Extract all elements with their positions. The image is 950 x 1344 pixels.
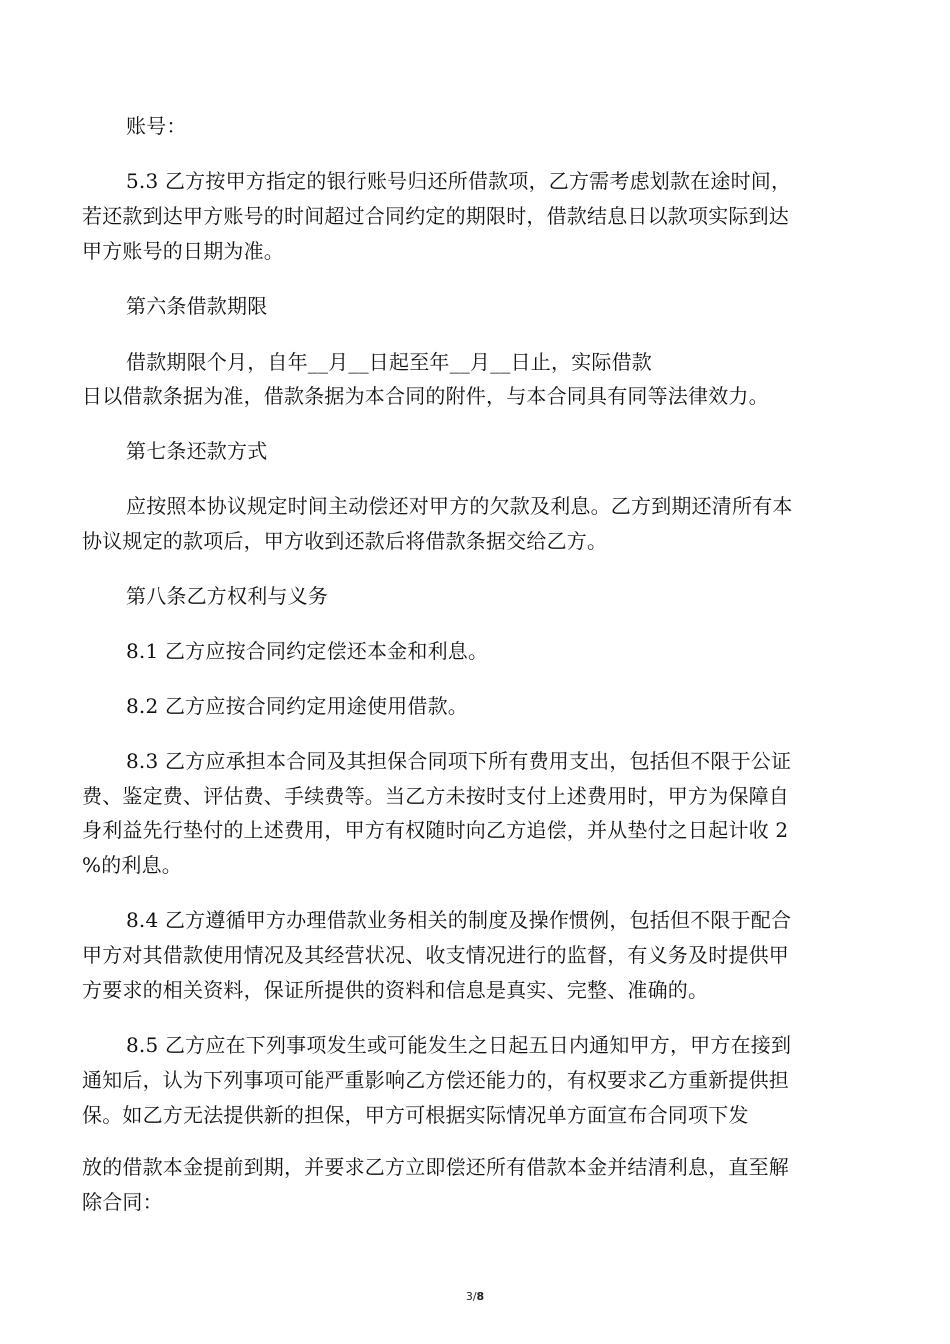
text-line: 借款期限个月，自年__月__日起至年__月__日止，实际借款 <box>126 350 652 374</box>
text-line: 5.3 乙方按甲方指定的银行账号归还所借款项，乙方需考虑划款在途时间， <box>126 169 792 193</box>
text-line: 8.2 乙方应按合同约定用途使用借款。 <box>126 694 468 718</box>
page-separator: / <box>472 1290 477 1303</box>
page-current: 3 <box>465 1290 473 1303</box>
text-line: %的利息。 <box>82 853 183 877</box>
section-heading: 第六条借款期限 <box>126 294 268 318</box>
text-line: 8.5 乙方应在下列事项发生或可能发生之日起五日内通知甲方，甲方在接到 <box>126 1033 792 1057</box>
text-line: 8.1 乙方应按合同约定偿还本金和利息。 <box>126 639 489 663</box>
text-line: 8.3 乙方应承担本合同及其担保合同项下所有费用支出，包括但不限于公证 <box>126 749 792 773</box>
text-line: 身利益先行垫付的上述费用，甲方有权随时向乙方追偿，并从垫付之日起计收 2 <box>82 818 789 842</box>
text-line: 费、鉴定费、评估费、手续费等。当乙方未按时支付上述费用时，甲方为保障自 <box>82 784 789 808</box>
page-number <box>0 1290 950 1303</box>
page-total: 8 <box>476 1290 485 1303</box>
text-line: 通知后，认为下列事项可能严重影响乙方偿还能力的，有权要求乙方重新提供担 <box>82 1068 789 1092</box>
text-line: 应按照本协议规定时间主动偿还对甲方的欠款及利息。乙方到期还清所有本 <box>126 494 793 518</box>
text-line: 方要求的相关资料，保证所提供的资料和信息是真实、完整、准确的。 <box>82 978 709 1002</box>
text-line: 甲方账号的日期为准。 <box>82 239 284 263</box>
text-line: 除合同： <box>82 1190 163 1214</box>
text-line: 若还款到达甲方账号的时间超过合同约定的期限时，借款结息日以款项实际到达 <box>82 204 789 228</box>
section-heading: 第八条乙方权利与义务 <box>126 584 328 608</box>
text-line: 放的借款本金提前到期，并要求乙方立即偿还所有借款本金并结清利息，直至解 <box>82 1155 789 1179</box>
text-line: 8.4 乙方遵循甲方办理借款业务相关的制度及操作惯例，包括但不限于配合 <box>126 908 792 932</box>
text-line: 协议规定的款项后，甲方收到还款后将借款条据交给乙方。 <box>82 529 608 553</box>
text-line: 保。如乙方无法提供新的担保，甲方可根据实际情况单方面宣布合同项下发 <box>82 1103 749 1127</box>
text-line: 账号： <box>126 114 187 138</box>
text-line: 日以借款条据为准，借款条据为本合同的附件，与本合同具有同等法律效力。 <box>82 384 769 408</box>
section-heading: 第七条还款方式 <box>126 439 268 463</box>
text-line: 甲方对其借款使用情况及其经营状况、收支情况进行的监督，有义务及时提供甲 <box>82 943 789 967</box>
